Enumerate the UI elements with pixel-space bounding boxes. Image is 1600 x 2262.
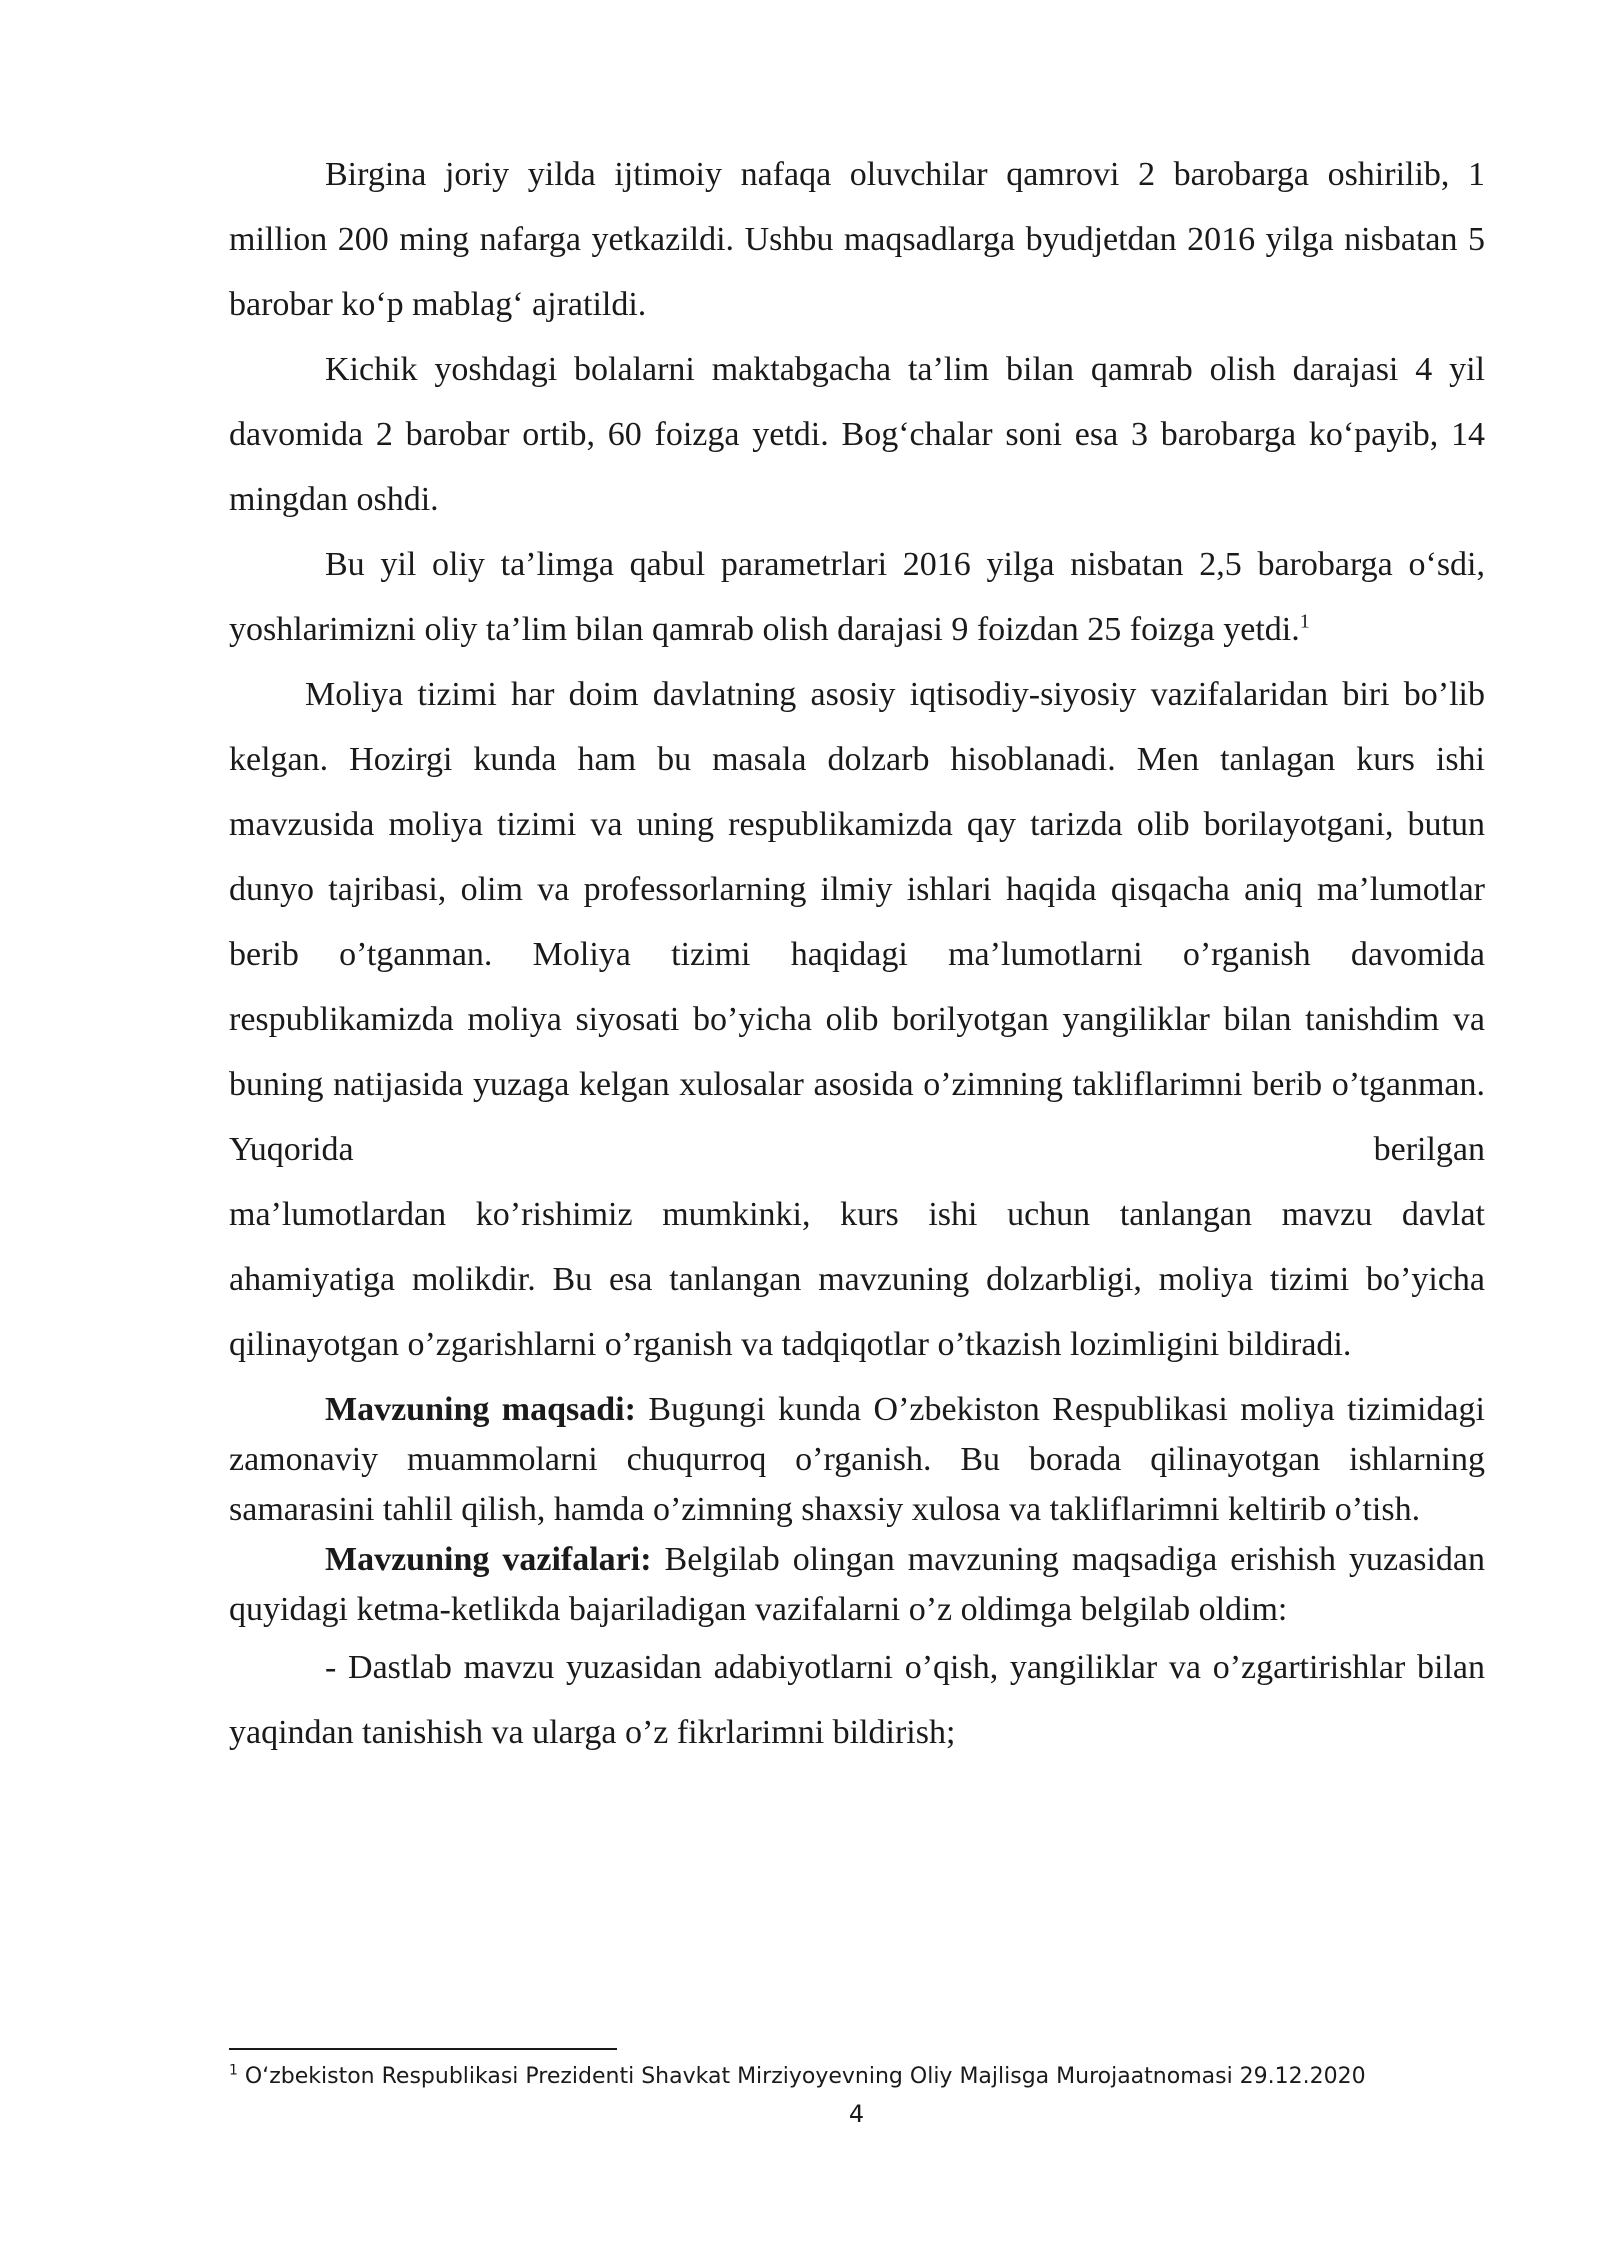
paragraph-goal xyxy=(229,1385,1485,1535)
goal-label: Mavzuning maqsadi: xyxy=(325,1391,636,1428)
tasks-text: Belgilab olingan mavzuning maqsadiga erishish yuzasidan quyidagi ketma-ketlikda bajariladigan vazifalarni o’z oldimga belgilab oldim: xyxy=(229,1541,1485,1628)
footnote-divider xyxy=(229,2048,617,2050)
paragraph-higher-education-text: Bu yil oliy ta’limga qabul parametrlari 2016 yilga nisbatan 2,5 barobarga o‘sdi, yoshlarimizni oliy ta’lim bilan qamrab olish darajasi 9 foizdan 25 foizga yetdi. xyxy=(229,546,1485,648)
paragraph-finance-system-part2: ma’lumotlardan ko’rishimiz mumkinki, kurs ishi uchun tanlangan mavzu davlat ahamiyatiga molikdir. Bu esa tanlangan mavzuning dolzarbligi, moliya tizimi bo’yicha qilinayotgan o’zgarishlarni o’rganish va tadqiqotlar o’tkazish lozimligini bildiradi. xyxy=(229,1196,1485,1363)
paragraph-finance-system xyxy=(229,662,1485,1377)
page-number: 4 xyxy=(848,2100,865,2128)
goal-text: Bugungi kunda O’zbekiston Respublikasi moliya tizimidagi zamonaviy muammolarni chuqurroq o’rganish. Bu borada qilinayotgan ishlarning samarasini tahlil qilish, hamda o’zimning shaxsiy xulosa va takliflarimni keltirib o’tish. xyxy=(229,1391,1485,1528)
footnote-text: O‘zbekiston Respublikasi Prezidenti Shavkat Mirziyoyevning Oliy Majlisga Murojaatnomasi 29.12.2020 xyxy=(237,2064,1366,2089)
paragraph-higher-education xyxy=(229,532,1485,662)
paragraph-preschool: Kichik yoshdagi bolalarni maktabgacha ta’lim bilan qamrab olish darajasi 4 yil davomida 2 barobar ortib, 60 foizga yetdi. Bog‘chalar soni esa 3 barobarga ko‘payib, 14 mingdan oshdi. xyxy=(229,351,1485,518)
footnote-number: 1 xyxy=(229,2062,238,2079)
footnote xyxy=(229,2062,1485,2092)
paragraph-social-benefits: Birgina joriy yilda ijtimoiy nafaqa oluvchilar qamrovi 2 barobarga oshirilib, 1 million 200 ming nafarga yetkazildi. Ushbu maqsadlarga byudjetdan 2016 yilga nisbatan 5 barobar ko‘p mablag‘ ajratildi. xyxy=(229,156,1485,323)
footnote-reference: 1 xyxy=(1299,610,1310,633)
tasks-label: Mavzuning vazifalari: xyxy=(325,1541,652,1578)
page-body xyxy=(229,142,1485,1765)
paragraph-finance-system-part1: Moliya tizimi har doim davlatning asosiy iqtisodiy-siyosiy vazifalaridan biri bo’lib kelgan. Hozirgi kunda ham bu masala dolzarb hisoblanadi. Men tanlagan kurs ishi mavzusida moliya tizimi va uning respublikamizda qay tarizda olib borilayotgani, butun dunyo tajribasi, olim va professorlarning ilmiy ishlari haqida qisqacha aniq ma’lumotlar berib o’tganman. Moliya tizimi haqidagi ma’lumotlarni o’rganish davomida respublikamizda moliya siyosati bo’yicha olib borilyotgan yangiliklar bilan tanishdim va buning natijasida yuzaga kelgan xulosalar asosida o’zimning takliflarimni berib o’tganman. Yuqorida berilgan xyxy=(229,676,1485,1168)
paragraph-tasks xyxy=(229,1535,1485,1635)
paragraph-task-1: - Dastlab mavzu yuzasidan adabiyotlarni o’qish, yangiliklar va o’zgartirishlar bilan yaqindan tanishish va ularga o’z fikrlarimni bildirish; xyxy=(229,1649,1485,1751)
